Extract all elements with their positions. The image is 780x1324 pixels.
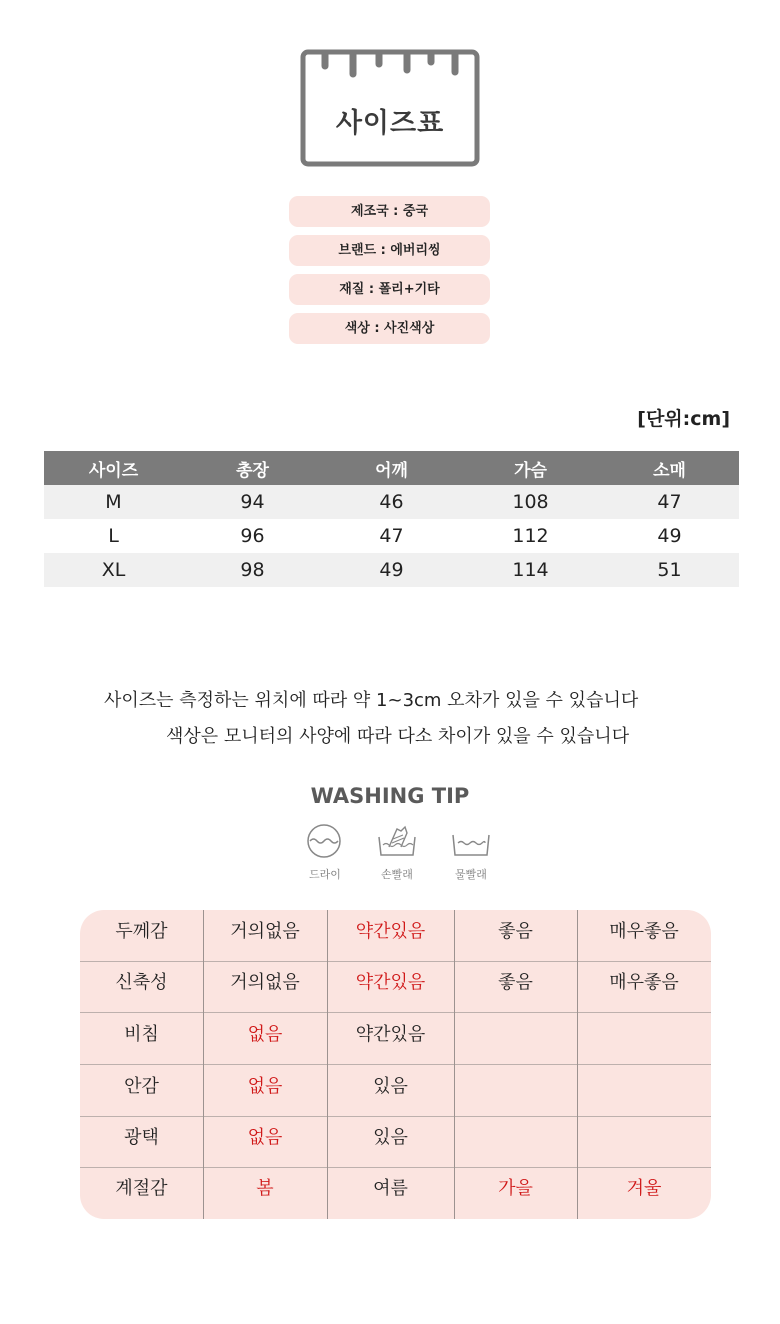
water-wash-icon [449,823,493,859]
size-chart-title-board [300,49,480,167]
note-color: 색상은 모니터의 사양에 따라 다소 차이가 있을 수 있습니다 [166,726,630,747]
water-wash-label: 물빨래 [455,868,487,881]
hand-wash-label: 손빨래 [381,868,413,881]
table-cell: 96 [183,519,322,553]
property-name: 광택 [124,1127,159,1148]
grid-divider [577,910,578,1219]
size-table-header-row [44,451,739,485]
property-name: 비침 [124,1024,159,1045]
table-cell: M [44,485,183,519]
property-option: 가을 [498,1178,533,1199]
table-row [44,485,739,519]
property-name: 안감 [124,1076,159,1097]
property-option: 없음 [247,1076,283,1097]
header-sleeve: 소매 [600,451,739,485]
property-option [577,1065,711,1116]
table-cell: L [44,519,183,553]
property-name: 신축성 [115,972,168,993]
header-shoulder: 어깨 [322,451,461,485]
property-option: 없음 [247,1024,283,1045]
property-option: 매우좋음 [609,921,679,942]
property-name: 두께감 [115,921,168,942]
table-cell: 47 [322,519,461,553]
property-option: 약간있음 [355,921,426,942]
property-option [577,1116,711,1167]
info-manufacture-country: 제조국 : 중국 [289,196,490,227]
table-cell: 108 [461,485,600,519]
table-row [44,519,739,553]
property-option: 매우좋음 [609,972,679,993]
grid-divider [327,910,328,1219]
property-option: 여름 [373,1178,408,1199]
table-cell: 112 [461,519,600,553]
info-color: 색상 : 사진색상 [289,313,490,344]
property-option [454,1116,577,1167]
hand-wash-icon [375,823,419,859]
table-cell: XL [44,553,183,587]
header-size: 사이즈 [44,451,183,485]
dry-clean-icon [302,823,346,859]
size-table [44,451,739,587]
property-row-see-through [80,1013,711,1065]
table-row [44,553,739,587]
property-option [577,1013,711,1064]
property-option: 있음 [373,1127,408,1148]
property-option [454,1013,577,1064]
table-cell: 114 [461,553,600,587]
table-cell: 47 [600,485,739,519]
grid-divider [454,910,455,1219]
property-row-elasticity [80,961,711,1013]
info-material: 재질 : 폴리+기타 [289,274,490,305]
property-option: 봄 [256,1178,274,1199]
table-cell: 49 [600,519,739,553]
header-chest: 가슴 [461,451,600,485]
page-title: 사이즈표 [335,108,445,139]
property-option: 좋음 [498,972,533,993]
property-option: 좋음 [498,921,533,942]
property-name: 계절감 [115,1178,168,1199]
table-cell: 51 [600,553,739,587]
property-option: 거의없음 [230,972,300,993]
washing-tip-title: WASHING TIP [310,784,470,808]
table-cell: 94 [183,485,322,519]
table-cell: 46 [322,485,461,519]
property-option: 겨울 [626,1178,662,1199]
property-option: 거의없음 [230,921,300,942]
fabric-property-grid [80,910,711,1219]
property-option: 없음 [247,1127,283,1148]
table-cell: 98 [183,553,322,587]
property-option: 있음 [373,1076,408,1097]
note-measurement: 사이즈는 측정하는 위치에 따라 약 1~3cm 오차가 있을 수 있습니다 [104,690,639,711]
property-row-thickness [80,910,711,962]
info-brand: 브랜드 : 에버리씽 [289,235,490,266]
dry-clean-label: 드라이 [309,868,341,881]
property-option [454,1065,577,1116]
header-length: 총장 [183,451,322,485]
table-cell: 49 [322,553,461,587]
property-row-lining [80,1065,711,1117]
property-row-season [80,1167,711,1218]
property-row-gloss [80,1116,711,1168]
unit-label: [단위:cm] [637,408,730,430]
property-option: 약간있음 [355,972,426,993]
property-option: 약간있음 [355,1024,426,1045]
grid-divider [203,910,204,1219]
